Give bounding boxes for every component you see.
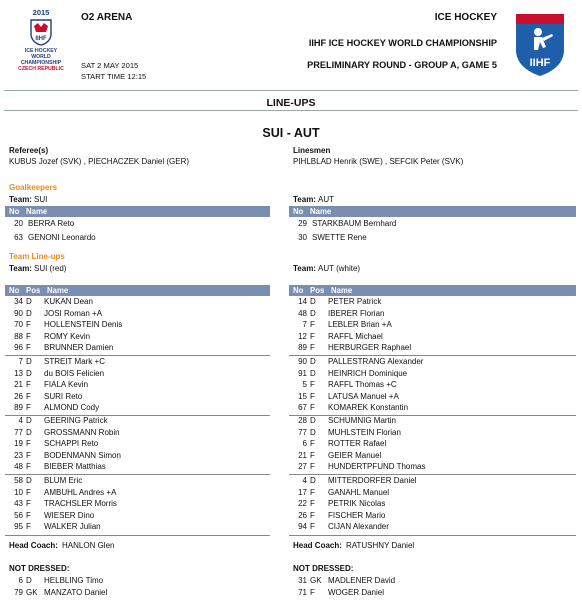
player-name: RAFFL Michael [328,331,383,341]
player-number: 89 [14,403,23,413]
player-row [289,510,576,521]
player-position: D [310,357,316,366]
player-row [289,498,576,509]
player-number: 94 [298,522,307,532]
player-position: F [310,450,315,460]
player-number: 88 [14,331,23,341]
referees-label: Referee(s) [9,146,49,155]
player-number: 30 [298,233,307,242]
player-number: 6 [302,439,307,449]
player-row [289,308,576,319]
player-name: HELBLING Timo [44,576,104,585]
gk-left-header-bar [5,206,270,217]
player-position: F [26,462,31,472]
gk-left-col-name: Name [26,207,48,216]
player-name: HEINRICH Dominique [328,368,408,378]
player-row [5,402,270,413]
not-dressed-left-label: NOT DRESSED: [9,564,70,573]
player-row [5,487,270,498]
player-row [5,331,270,342]
player-row [5,575,270,586]
player-row [289,379,576,390]
coach-left-name: HANLON Glen [62,541,115,550]
header-divider [4,90,578,91]
player-row [289,575,576,586]
player-name: ROTTER Rafael [328,439,387,449]
player-name: BLUM Eric [44,476,83,485]
player-number: 58 [14,476,23,485]
player-row [289,402,576,413]
player-row [5,521,270,532]
player-number: 21 [298,450,307,460]
player-position: D [26,416,32,425]
player-number: 5 [302,380,307,390]
player-position: F [26,331,31,341]
player-position: F [26,439,31,449]
round-title: PRELIMINARY ROUND - GROUP A, GAME 5 [307,60,497,70]
player-number: 6 [18,576,23,585]
right-logo-text: IIHF [529,57,551,69]
gk-right-team: AUT [318,195,334,204]
iihf-shield-logo-icon [514,12,566,78]
document-title: LINE-UPS [266,97,316,109]
lu-right-col-name: Name [331,286,353,295]
game-date: SAT 2 MAY 2015 [81,61,139,70]
logo-country: CZECH REPUBLIC [18,66,64,72]
player-number: 29 [298,219,307,228]
gk-right-col-name: Name [310,207,332,216]
player-position: F [26,487,31,497]
player-position: F [310,462,315,472]
player-position: F [310,522,315,532]
player-position: GK [310,576,322,585]
player-name: GENONI Leonardo [28,233,96,242]
player-number: 28 [298,416,307,425]
player-number: 63 [14,233,23,242]
player-row [289,296,576,307]
player-row [5,296,270,307]
lu-left-col-pos: Pos [26,286,41,295]
linesmen-label: Linesmen [293,146,331,155]
player-position: F [310,391,315,401]
svg-text:IIHF: IIHF [35,36,47,42]
player-number: 71 [298,587,307,597]
team-lineups-section-title: Team Line-ups [9,252,65,261]
player-position: D [310,416,316,425]
player-position: D [26,476,32,485]
player-position: F [26,522,31,532]
player-name: PALLESTRANG Alexander [328,357,424,366]
player-row [289,475,576,486]
player-name: PETER Patrick [328,297,382,306]
player-position: F [310,510,315,520]
player-name: SWETTE Rene [312,233,367,242]
coach-right-label: Head Coach: [293,541,342,550]
player-number: 56 [14,510,23,520]
player-position: F [310,487,315,497]
player-row [5,218,270,229]
player-number: 79 [14,587,23,597]
player-row [289,438,576,449]
player-position: D [26,427,32,437]
player-number: 10 [14,487,23,497]
player-row [289,461,576,472]
not-dressed-right-label: NOT DRESSED: [293,564,354,573]
championship-logo [14,8,68,92]
title-divider [4,110,578,111]
player-position: F [310,587,315,597]
player-row [289,331,576,342]
player-name: LEBLER Brian +A [328,320,392,330]
player-name: PETRIK Nicolas [328,499,386,509]
lu-right-team: AUT (white) [318,264,361,273]
player-position: D [310,427,316,437]
player-number: 77 [14,427,23,437]
arena-name: O2 ARENA [81,12,133,23]
player-name: AMBUHL Andres +A [44,487,117,497]
player-number: 4 [18,416,23,425]
event-title: IIHF ICE HOCKEY WORLD CHAMPIONSHIP [308,38,497,48]
player-number: 17 [298,487,307,497]
player-row [5,427,270,438]
player-name: SCHUMNIG Martin [328,416,397,425]
lu-left-col-no: No [9,286,20,295]
player-name: MITTERDORFER Daniel [328,476,417,485]
player-row [5,450,270,461]
player-name: BIEBER Matthias [44,462,106,472]
player-position: D [26,576,32,585]
player-row [5,510,270,521]
player-row [5,379,270,390]
player-number: 23 [14,450,23,460]
player-row [289,427,576,438]
player-number: 12 [298,331,307,341]
player-row [5,342,270,353]
player-number: 7 [302,320,307,330]
player-number: 48 [14,462,23,472]
player-name: GEERING Patrick [44,416,108,425]
player-position: F [26,510,31,520]
player-number: 31 [298,576,307,585]
player-row [5,587,270,598]
player-position: F [310,320,315,330]
player-number: 96 [14,343,23,353]
player-name: SURI Reto [44,391,83,401]
lu-left-team-label: Team: [9,264,32,273]
player-position: F [26,320,31,330]
player-name: TRACHSLER Morris [44,499,117,509]
linesmen-value: PIHLBLAD Henrik (SWE) , SEFCIK Peter (SVK) [293,157,464,166]
player-row [5,308,270,319]
gk-left-team: SUI [34,195,48,204]
document-header [0,0,582,94]
coach-left-label: Head Coach: [9,541,58,550]
gk-left-team-label: Team: [9,195,32,204]
line-separator [289,535,576,536]
player-number: 14 [298,297,307,306]
player-row [289,342,576,353]
player-number: 43 [14,499,23,509]
player-number: 19 [14,439,23,449]
player-number: 21 [14,380,23,390]
player-name: BERRA Reto [28,219,75,228]
player-row [289,450,576,461]
player-row [289,391,576,402]
logo-line-2: WORLD [31,54,51,60]
player-name: BODENMANN Simon [44,450,121,460]
player-name: KUKAN Dean [44,297,93,306]
player-name: ALMOND Cody [44,403,100,413]
player-number: 26 [298,510,307,520]
player-number: 26 [14,391,23,401]
lu-right-team-label: Team: [293,264,316,273]
logo-year: 2015 [32,8,50,17]
logo-line-3: CHAMPIONSHIP [20,60,62,66]
player-name: JOSI Roman +A [44,308,103,318]
player-row [5,438,270,449]
gk-left-col-no: No [9,207,20,216]
player-name: du BOIS Felicien [44,368,105,378]
lu-left-col-name: Name [47,286,69,295]
player-row [5,461,270,472]
player-number: 90 [298,357,307,366]
player-position: F [26,499,31,509]
player-name: GROSSMANN Robin [44,427,120,437]
player-position: GK [26,587,38,597]
lu-left-header-bar [5,285,270,296]
player-name: FISCHER Mario [328,510,386,520]
player-name: MANZATO Daniel [44,587,108,597]
player-name: BRUNNER Damien [44,343,114,353]
player-name: WOGER Daniel [328,587,385,597]
player-name: RAFFL Thomas +C [328,380,397,390]
player-row [289,356,576,367]
player-name: KOMAREK Konstantin [328,403,409,413]
player-number: 27 [298,462,307,472]
player-row [5,475,270,486]
player-name: GANAHL Manuel [328,487,390,497]
player-row [289,521,576,532]
player-row [5,368,270,379]
player-name: WIESER Dino [44,510,95,520]
referees-value: KUBUS Jozef (SVK) , PIECHACZEK Daniel (GER) [9,157,190,166]
lu-right-col-no: No [293,286,304,295]
player-row [5,356,270,367]
player-position: F [310,439,315,449]
player-position: F [26,403,31,413]
player-number: 91 [298,368,307,378]
player-row [289,587,576,598]
player-name: WALKER Julian [44,522,101,532]
player-number: 90 [14,308,23,318]
player-number: 7 [18,357,23,366]
player-name: HOLLENSTEIN Denis [44,320,123,330]
lu-right-col-pos: Pos [310,286,325,295]
sport-label: ICE HOCKEY [434,12,497,23]
player-row [5,498,270,509]
player-number: 95 [14,522,23,532]
gk-right-col-no: No [293,207,304,216]
player-position: F [310,380,315,390]
player-name: FIALA Kevin [44,380,89,390]
player-name: CIJAN Alexander [328,522,389,532]
player-number: 15 [298,391,307,401]
player-position: F [310,343,315,353]
player-row [5,391,270,402]
lu-left-team: SUI (red) [34,264,67,273]
player-position: D [26,297,32,306]
logo-line-1: ICE HOCKEY [24,48,58,54]
player-row [289,368,576,379]
lu-right-header-bar [289,285,576,296]
player-number: 48 [298,308,307,318]
player-row [5,415,270,426]
player-row [5,319,270,330]
gk-right-team-label: Team: [293,195,316,204]
player-number: 89 [298,343,307,353]
player-position: F [310,331,315,341]
goalkeepers-section-title: Goalkeepers [9,183,58,192]
player-name: ROMY Kevin [44,331,91,341]
player-position: F [26,380,31,390]
match-title: SUI - AUT [262,126,320,140]
player-name: LATUSA Manuel +A [328,391,399,401]
player-name: STREIT Mark +C [44,357,105,366]
line-separator [5,535,270,536]
iihf-crest-icon [28,18,54,46]
player-number: 22 [298,499,307,509]
player-position: F [310,499,315,509]
player-position: F [26,391,31,401]
player-number: 4 [302,476,307,485]
player-name: SCHAPPI Reto [44,439,99,449]
gk-right-header-bar [289,206,576,217]
player-position: F [26,343,31,353]
player-name: HERBURGER Raphael [328,343,412,353]
player-position: D [310,476,316,485]
player-row [289,218,576,229]
coach-right-name: RATUSHNY Daniel [346,541,415,550]
player-number: 77 [298,427,307,437]
player-position: F [26,450,31,460]
player-number: 20 [14,219,23,228]
player-number: 67 [298,403,307,413]
player-name: MADLENER David [328,576,396,585]
player-name: IBERER Florian [328,308,385,318]
player-name: GEIER Manuel [328,450,382,460]
player-name: HUNDERTPFUND Thomas [328,462,426,472]
player-position: D [26,357,32,366]
player-position: D [310,368,316,378]
player-number: 70 [14,320,23,330]
player-row [5,232,270,243]
player-position: D [310,308,316,318]
player-name: STARKBAUM Bernhard [312,219,397,228]
player-row [289,415,576,426]
player-number: 34 [14,297,23,306]
player-position: D [26,368,32,378]
player-position: F [310,403,315,413]
start-time: START TIME 12:15 [81,72,147,81]
player-row [289,487,576,498]
player-position: D [26,308,32,318]
player-number: 13 [14,368,23,378]
player-name: MUHLSTEIN Florian [328,427,401,437]
player-position: D [310,297,316,306]
player-row [289,232,576,243]
player-row [289,319,576,330]
